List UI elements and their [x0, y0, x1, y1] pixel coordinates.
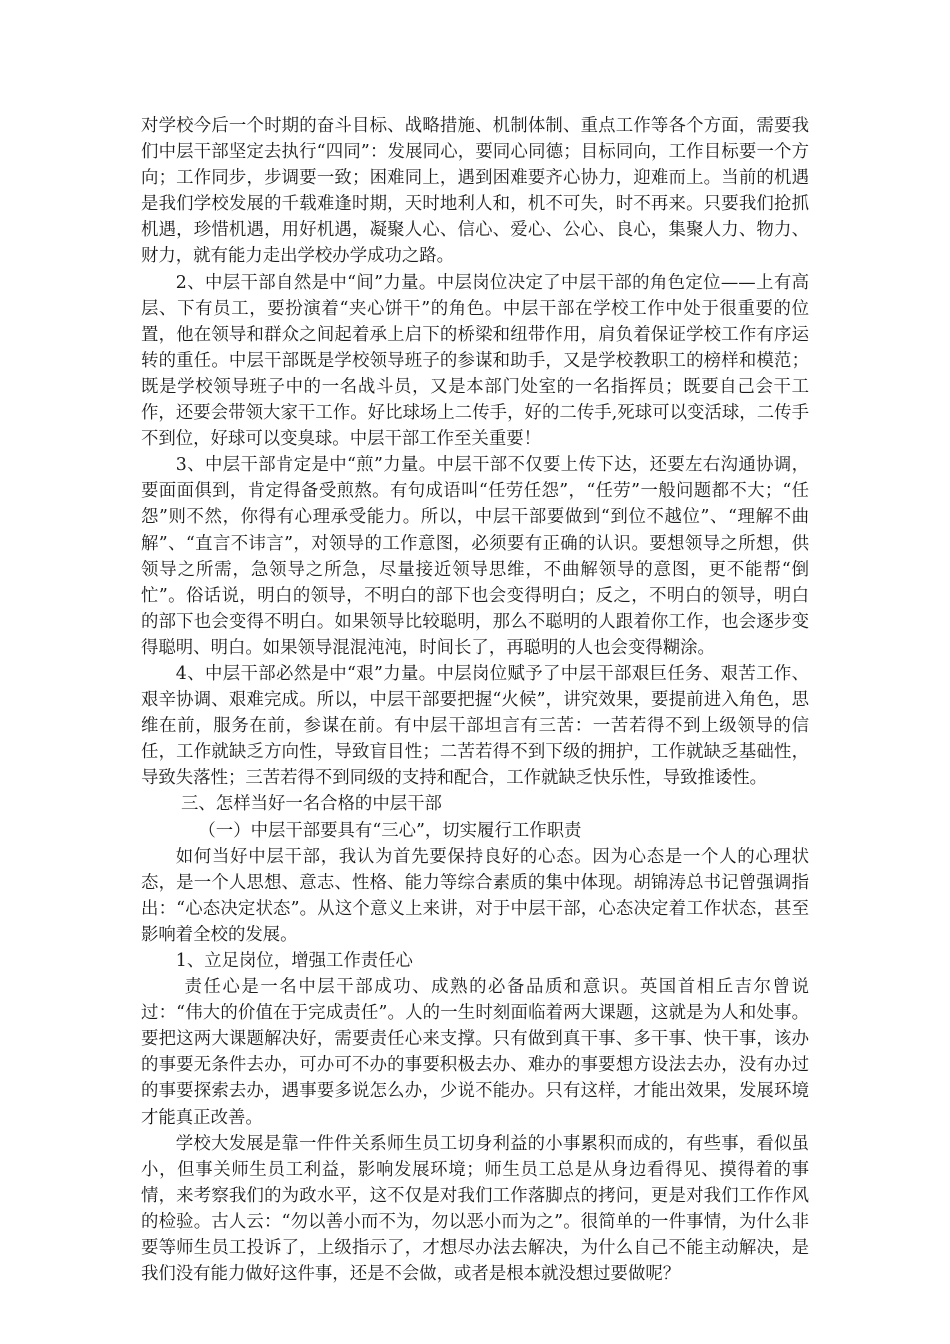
document-page [141, 113, 809, 1287]
paragraph-responsibility: 责任心是一名中层干部成功、成熟的必备品质和意识。英国首相丘吉尔曾说过：“伟大的价值在于完成责任”。人的一生时刻面临着两大课题，这就是为人和处事。要把这两大课题解决好，需要责任心来支撑。只有做到真干事、多干事、快干事，该办的事要无条件去办，可办可不办的事要积极去办、难办的事要想方设法去办，没有办过的事要探索去办，遇事要多说怎么办，少说不能办。只有这样，才能出效果，发展环境才能真正改善。 [141, 977, 809, 1128]
paragraph-point-4: 4、中层干部必然是中“艰”力量。中层岗位赋予了中层干部艰巨任务、艰苦工作、艰辛协调、艰难完成。所以，中层干部要把握“火候”，讲究效果，要提前进入角色，思维在前，服务在前，参谋在前。有中层干部坦言有三苦：一苦若得不到上级领导的信任，工作就缺乏方向性，导致盲目性；二苦若得不到下级的拥护，工作就缺乏基础性，导致失落性；三苦若得不到同级的支持和配合，工作就缺乏快乐性，导致推诿性。 [141, 663, 809, 789]
paragraph-four-same-principles: 对学校今后一个时期的奋斗目标、战略措施、机制体制、重点工作等各个方面，需要我们中层干部坚定去执行“四同”：发展同心，要同心同德；目标同向，工作目标要一个方向；工作同步，步调要一致；困难同上，遇到困难要齐心协力，迎难而上。当前的机遇是我们学校发展的千载难逢时期，天时地利人和，机不可失，时不再来。只要我们抢抓机遇，珍惜机遇，用好机遇，凝聚人心、信心、爱心、公心、良心，集聚人力、物力、财力，就有能力走出学校办学成功之路。 [141, 116, 809, 267]
paragraph-point-3: 3、中层干部肯定是中“煎”力量。中层干部不仅要上传下达，还要左右沟通协调，要面面俱到，肯定得备受煎熬。有句成语叫“任劳任怨”，“任劳”一般问题都不大；“任怨”则不然，你得有心理承受能力。所以，中层干部要做到“到位不越位”、“理解不曲解”、“直言不讳言”，对领导的工作意图，必须要有正确的认识。要想领导之所想，供领导之所需，急领导之所急，尽量接近领导思维，不曲解领导的意图，更不能帮“倒忙”。俗话说，明白的领导，不明白的部下也会变得明白；反之，不明白的领导，明白的部下也会变得不明白。如果领导比较聪明，那么不聪明的人跟着你工作，也会逐步变得聪明、明白。如果领导混混沌沌，时间长了，再聪明的人也会变得糊涂。 [141, 455, 809, 658]
section-heading-3: 三、怎样当好一名合格的中层干部 [181, 794, 442, 815]
paragraph-small-matters: 学校大发展是靠一件件关系师生员工切身利益的小事累积而成的，有些事，看似虽小，但事关师生员工利益，影响发展环境；师生员工总是从身边看得见、摸得着的事情，来考察我们的为政水平，这不仅是对我们工作落脚点的拷问，更是对我们工作作风的检验。古人云：“勿以善小而不为，勿以恶小而为之”。很简单的一件事情，为什么非要等师生员工投诉了，上级指示了，才想尽办法去解决，为什么自己不能主动解决，是我们没有能力做好这件事，还是不会做，或者是根本就没想过要做呢？ [141, 1133, 809, 1285]
subsection-heading-1: （一）中层干部要具有“三心”，切实履行工作职责 [198, 820, 582, 841]
paragraph-point-2: 2、中层干部自然是中“间”力量。中层岗位决定了中层干部的角色定位——上有高层、下有员工，要扮演着“夹心饼干”的角色。中层干部在学校工作中处于很重要的位置，他在领导和群众之间起着承上启下的桥梁和纽带作用，肩负着保证学校工作有序运转的重任。中层干部既是学校领导班子的参谋和助手，又是学校教职工的榜样和模范；既是学校领导班子中的一名战斗员，又是本部门处室的一名指挥员；既要自己会干工作，还要会带领大家干工作。好比球场上二传手，好的二传手,死球可以变活球，二传手不到位，好球可以变臭球。中层干部工作至关重要！ [141, 272, 809, 450]
paragraph-mindset: 如何当好中层干部，我认为首先要保持良好的心态。因为心态是一个人的心理状态，是一个人思想、意志、性格、能力等综合素质的集中体现。胡锦涛总书记曾强调指出：“心态决定状态”。从这个意义上来讲，对于中层干部，心态决定着工作状态，甚至影响着全校的发展。 [141, 846, 809, 945]
item-heading-1: 1、立足岗位，增强工作责任心 [175, 951, 413, 971]
